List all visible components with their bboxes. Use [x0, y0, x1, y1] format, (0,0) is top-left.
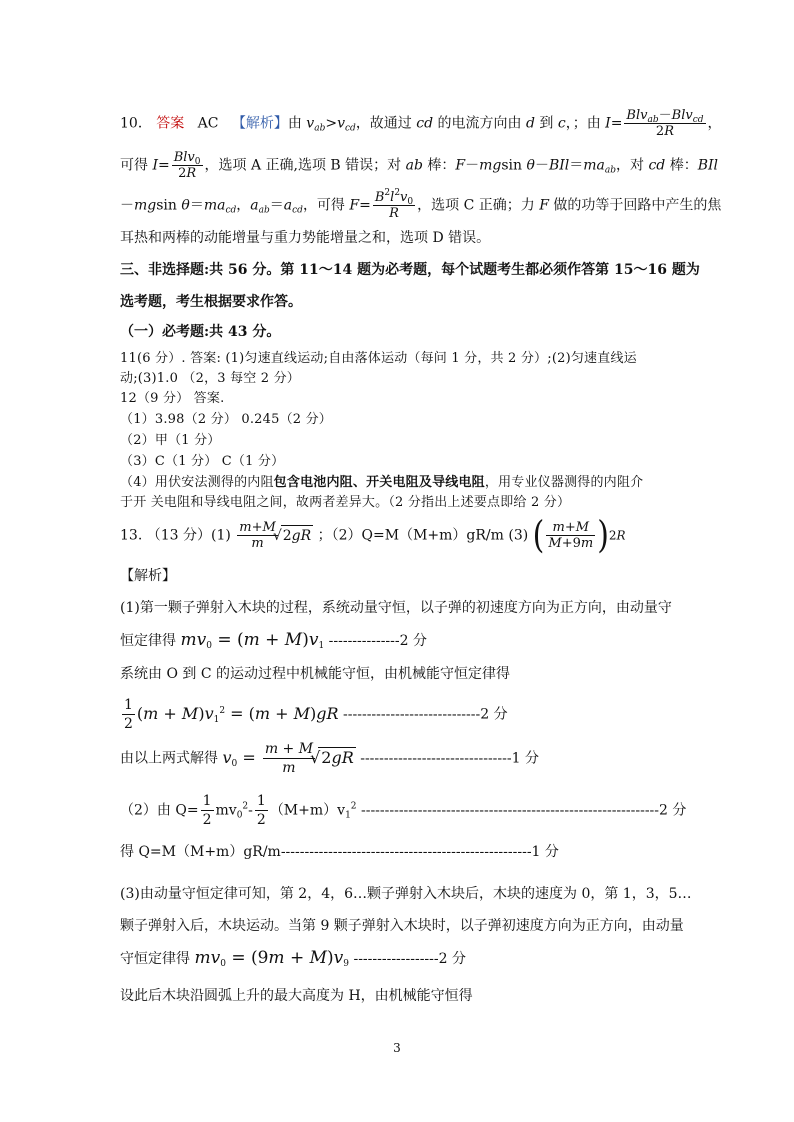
- q13-part2-eq: （2）由 Q= $\frac{1}{2}$ $mv_0^2-$ $\frac{1}{2}$ $(M+m)v_1^2$ ---------------------------------------------------------------2 分: [120, 793, 687, 828]
- current-result-fraction: $\frac{Blv_0}{2R}$: [173, 150, 201, 181]
- force-fraction: $\frac{B^2l^2v_0}{R}$: [374, 188, 414, 221]
- q11-line2: 动;(3)1.0 （2，3 每空 2 分）: [120, 371, 301, 386]
- q13-part2-result: 得 Q=M（M+m）gR/m-----------------------------------------------------1 分: [120, 844, 559, 860]
- q12-answer-1: （1）3.98（2 分） 0.245（2 分）: [120, 412, 332, 427]
- q10-line4: 耳热和两棒的动能增量与重力势能增量之和，选项 D 错误。: [120, 230, 491, 246]
- q13-momentum-eq-9: 守恒定律得 $mv_0 = (9m + M)v_9$ ------------------2 分: [120, 948, 466, 969]
- q13-para-8: 颗子弹射入后，木块运动。当第 9 颗子弹射入木块时，以子弹初速度方向为正方向，由动量: [120, 918, 684, 934]
- q12-heading: 12（9 分） 答案.: [120, 391, 225, 406]
- q13-heading: 13. （13 分）(1) $\frac{m+M}{m}$ √ 2gR ；（2）Q=M（M+m）gR/m (3) ( $\frac{m+M}{M+9m}$ )2R: [120, 520, 626, 551]
- q13-analysis-label: 【解析】: [120, 568, 176, 584]
- q10-line2: 可得 I= $\frac{Blv_0}{2R}$ ，选项 A 正确,选项 B 错误；对 ab 棒：F－mgsin $\theta-BIl=ma_{ab}$，对 cd 棒：BIl: [120, 150, 719, 181]
- q13-para-1: (1)第一颗子弹射入木块的过程，系统动量守恒，以子弹的初速度方向为正方向，由动量守: [120, 600, 672, 616]
- section-heading-cont: 选考题，考生根据要求作答。: [120, 294, 302, 310]
- q10-line1: 10． 答案 AC 【解析】由 $v_{ab}>v_{cd}$，故通过 cd 的电流方向由 d 到 c，；由 I= $\frac{Blv_{ab}-Blv_{cd}}{2R}$ ，: [120, 108, 722, 139]
- q13-energy-eq: $\frac{1}{2}$ $(m + M)v_1^2 = (m + M)gR$ -----------------------------2 分: [124, 697, 508, 732]
- q12-answer-2: （2）甲（1 分）: [120, 433, 221, 448]
- q13-para-3: 系统由 O 到 C 的运动过程中机械能守恒，由机械能守恒定律得: [120, 666, 510, 682]
- q12-answer-4-cont: 于开 关电阻和导线电阻之间，故两者差异大。（2 分指出上述要点即给 2 分）: [120, 495, 571, 510]
- page-number: 3: [393, 1041, 401, 1055]
- section-heading: 三、非选择题:共 56 分。第 11～14 题为必考题，每个试题考生都必须作答第 15～16 题为: [120, 262, 700, 278]
- q13-para-10: 设此后木块沿圆弧上升的最大高度为 H，由机械能守恒得: [120, 988, 473, 1004]
- q10-line3: －mgsin $\theta=ma_{cd}$，$a_{ab}=a_{cd}$，可得 F= $\frac{B^2l^2v_0}{R}$ ，选项 C 正确；力 F 做的功等于回路中产生的焦: [120, 188, 722, 221]
- q11-line1: 11(6 分）. 答案: (1)匀速直线运动;自由落体运动（每问 1 分，共 2 分）;(2)匀速直线运: [120, 351, 637, 366]
- q13-para-7: (3)由动量守恒定律可知，第 2，4，6…颗子弹射入木块后，木块的速度为 0，第 1，3，5…: [120, 886, 692, 902]
- q12-answer-4: （4）用伏安法测得的内阻包含电池内阻、开关电阻及导线电阻，用专业仪器测得的内阻介: [120, 475, 644, 490]
- q10-number: 10．: [120, 115, 152, 132]
- q13-momentum-eq: 恒定律得 $mv_0 = (m + M)v_1$ ---------------2 分: [120, 630, 427, 651]
- subsection-heading: （一）必考题:共 43 分。: [120, 324, 281, 340]
- current-fraction: $\frac{Blv_{ab}-Blv_{cd}}{2R}$: [626, 108, 704, 139]
- q10-answer: AC: [197, 115, 219, 132]
- q12-answer-3: （3）C（1 分） C（1 分）: [120, 454, 285, 469]
- answer-label: 答案: [156, 115, 185, 132]
- key-point: 包含电池内阻、开关电阻及导线电阻: [273, 475, 485, 490]
- q13-solve-eq: 由以上两式解得 $v_0$ = $\frac{m + M}{m}$ √ 2gR --------------------------------1 分: [120, 740, 539, 777]
- analysis-label: 【解析】: [231, 115, 288, 132]
